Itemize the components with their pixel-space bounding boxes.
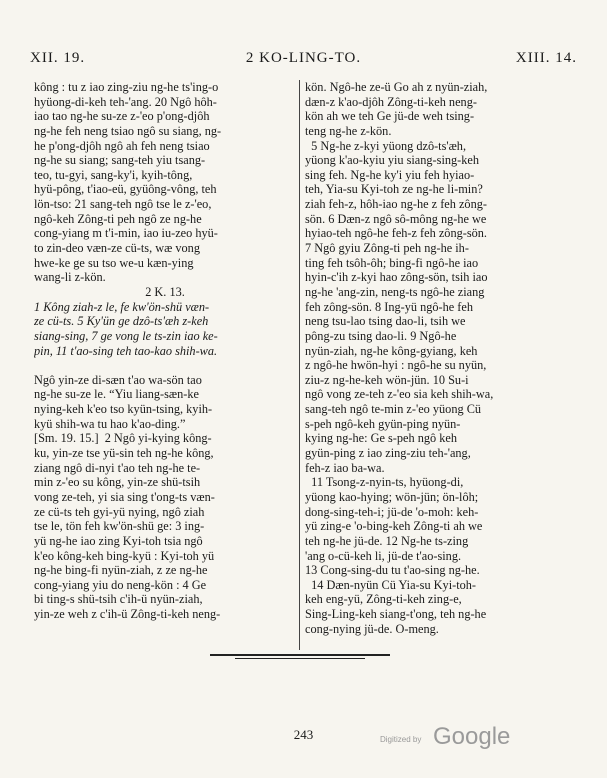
text-line: teng ng-he z-kön. xyxy=(305,123,392,138)
text-line: teh ng-he jü-de. 12 Ng-he ts-zing xyxy=(305,533,469,548)
header-book-title: 2 KO-LING-TO. xyxy=(245,50,362,66)
text-line: kön. Ngô-he ze-ü Go ah z nyün-ziah, xyxy=(305,80,488,94)
text-line: Sing-Ling-keh siang-t'ong, teh ng-he xyxy=(305,607,487,622)
text-line: s-peh ngô-keh gyün-ping nyün- xyxy=(305,416,461,431)
text-line: ng-he su-ze le. “Yiu liang-sæn-ke xyxy=(34,387,199,402)
text-line: ng-he su siang; sang-teh yiu tsang- xyxy=(34,153,206,168)
left-text-column xyxy=(34,80,296,622)
digitized-by-label: Digitized by xyxy=(380,735,422,744)
text-line: nying-keh k'eo tso kyün-tsing, kyih- xyxy=(34,402,213,417)
text-line: yü ng-he iao zing Kyi-toh tsia ngô xyxy=(34,533,203,548)
text-line: ziah feh-z, hôh-iao ng-he z feh zông- xyxy=(305,197,487,212)
text-line: ngô-keh Zông-ti peh ngô ze ng-he xyxy=(34,211,202,226)
text-line: feh zông-sön. 8 Ing-yü ngô-he feh xyxy=(305,299,474,314)
text-line: hyüong-di-keh teh-'ang. 20 Ngô hôh- xyxy=(34,94,217,109)
text-line: 14 Dæn-nyün Cü Yia-su Kyi-toh- xyxy=(305,577,477,592)
header-chapter-left: XII. 19. xyxy=(30,50,86,66)
text-line: dæn-z k'ao-djôh Zông-ti-keh neng- xyxy=(305,94,477,109)
ornament-bar-top xyxy=(210,654,390,656)
text-line: ziang ngô di-nyi t'ao teh ng-he te- xyxy=(34,460,201,475)
text-line: siang-sing, 7 ge vong le ts-zin iao ke- xyxy=(34,328,218,343)
text-line: tse le, tön feh kw'ön-shü ge: 3 ing- xyxy=(34,519,205,534)
text-line: wang-li z-kön. xyxy=(34,270,106,285)
text-line: ze cü-ts. 5 Ky'ün ge dzô-ts'æh z-keh xyxy=(34,314,209,329)
text-line: yin-ze weh z c'ih-ü Zông-ti-keh neng- xyxy=(34,607,221,622)
column-divider xyxy=(299,80,300,650)
text-line: hyin-c'ih z-kyi hao zông-sön, tsih iao xyxy=(305,270,488,285)
text-line: sang-teh ngô te-min z-'eo yüong Cü xyxy=(305,402,482,417)
text-line: yü zing-e 'o-bing-keh Zông-ti ah we xyxy=(305,519,483,534)
text-line: 'ang o-cü-keh li, jü-de t'ao-sing. xyxy=(305,548,462,563)
text-line: ze cü-ts teh gyi-yü nying, ngô ziah xyxy=(34,504,205,519)
text-line: keh eng-yü, Zông-ti-keh zing-e, xyxy=(305,592,462,607)
text-line: kyü shih-wa tu hao k'ao-ding.” xyxy=(34,416,186,431)
text-line: neng tsu-lao tsing dao-li, tsih we xyxy=(305,314,466,329)
text-line: teo, tu-gyi, sang-ky'i, kyih-tông, xyxy=(34,167,193,182)
text-line: min z-'eo su kông, yin-ze shü-tsih xyxy=(34,475,201,490)
text-line: pin, 11 t'ao-sing teh tao-kao shih-wa. xyxy=(34,343,218,358)
text-line: lön-tso: 21 sang-teh ngô tse le z-'eo, xyxy=(34,197,212,212)
google-watermark: Google xyxy=(433,723,511,750)
text-line: ng-he bing-fi nyün-ziah, z ze ng-he xyxy=(34,563,208,578)
text-line: iao tao ng-he su-ze z-'eo p'ong-djôh xyxy=(34,109,210,124)
end-ornament-rule xyxy=(210,654,390,662)
text-line: hyiao-teh ngô-he feh-z feh zông-sön. xyxy=(305,226,487,241)
text-line: z ngô-he hwön-hyi : ngô-he su nyün, xyxy=(305,358,487,373)
text-line: pông-zu tsing dao-li. 9 Ngô-he xyxy=(305,328,457,343)
text-line: cong-yiang m t'i-min, iao iu-zeo hyü- xyxy=(34,226,218,241)
text-line: gyün-ping z iao zing-ziu teh-'ang, xyxy=(305,446,471,461)
text-line: ngô vong ze-teh z-'eo sia keh shih-wa, xyxy=(305,387,494,402)
text-line: cong-nying jü-de. O-meng. xyxy=(305,621,439,636)
ornament-bar-bottom xyxy=(235,658,365,659)
text-line: Ngô yin-ze di-sæn t'ao wa-sön tao xyxy=(34,372,202,387)
text-line: 11 Tsong-z-nyin-ts, hyüong-di, xyxy=(305,475,464,490)
running-header xyxy=(30,50,577,70)
page-number: 243 xyxy=(293,727,314,742)
text-line: ting feh tsôh-ôh; bing-fi ngô-he iao xyxy=(305,255,479,270)
text-line: 1 Kông ziah-z le, fe kw'ön-shü væn- xyxy=(34,299,210,314)
text-line: bi ting-s shü-tsih c'ih-ü nyün-ziah, xyxy=(34,592,203,607)
text-line: vong ze-teh, yi sia sing t'ong-ts væn- xyxy=(34,489,215,504)
text-line: kying ng-he: Ge s-peh ngô keh xyxy=(305,431,457,446)
text-line: sing feh. Ng-he ky'i yiu feh hyiao- xyxy=(305,167,475,182)
text-line: nyün-ziah, ng-he kông-gyiang, keh xyxy=(305,343,478,358)
header-chapter-right: XIII. 14. xyxy=(515,50,577,66)
text-line: k'eo kông-keh bing-kyü : Kyi-toh yü xyxy=(34,548,215,563)
text-line: 2 K. 13. xyxy=(145,284,185,299)
text-line: he p'ong-djôh ngô ah feh neng tsiao xyxy=(34,138,210,153)
text-line: cong-yiang yiu do neng-kön : 4 Ge xyxy=(34,577,207,592)
text-line: 13 Cong-sing-du tu t'ao-sing ng-he. xyxy=(305,563,480,578)
text-line: kön ah we teh Ge jü-de weh tsing- xyxy=(305,109,475,124)
text-line: ng-he 'ang-zin, neng-ts ngô-he ziang xyxy=(305,284,485,299)
text-line: teh, Yia-su Kyi-toh ze ng-he li-min? xyxy=(305,182,483,197)
text-line: dong-sing-teh-i; jü-de 'o-moh: keh- xyxy=(305,504,479,519)
text-line: [Sm. 19. 15.] 2 Ngô yi-kying kông- xyxy=(34,431,212,446)
text-line: hyü-pông, t'iao-eü, gyüông-vông, teh xyxy=(34,182,217,197)
text-line: ziu-z ng-he-keh wön-jün. 10 Su-i xyxy=(305,372,469,387)
text-line: to zin-deo væn-ze cü-ts, wæ vong xyxy=(34,241,200,256)
text-line: ng-he feh neng tsiao ngô su siang, ng- xyxy=(34,123,222,138)
text-line: 7 Ngô gyiu Zông-ti peh ng-he ih- xyxy=(305,241,469,256)
text-line: kông : tu z iao zing-ziu ng-he ts'ing-o xyxy=(34,80,219,94)
text-line: yüong k'ao-kyiu yiu siang-sing-keh xyxy=(305,153,480,168)
text-line: hwe-ke ge su tso we-u kæn-ying xyxy=(34,255,194,270)
text-line: feh-z iao ba-wa. xyxy=(305,460,385,475)
text-line: yüong kao-hying; wön-jün; ön-lôh; xyxy=(305,489,479,504)
text-line: sön. 6 Dæn-z ngô sô-mông ng-he we xyxy=(305,211,487,226)
text-line xyxy=(34,358,296,373)
text-line: 5 Ng-he z-kyi yüong dzô-ts'æh, xyxy=(305,138,467,153)
text-line: ku, yin-ze tse yü-sin teh ng-he kông, xyxy=(34,446,214,461)
right-text-column xyxy=(305,80,577,636)
